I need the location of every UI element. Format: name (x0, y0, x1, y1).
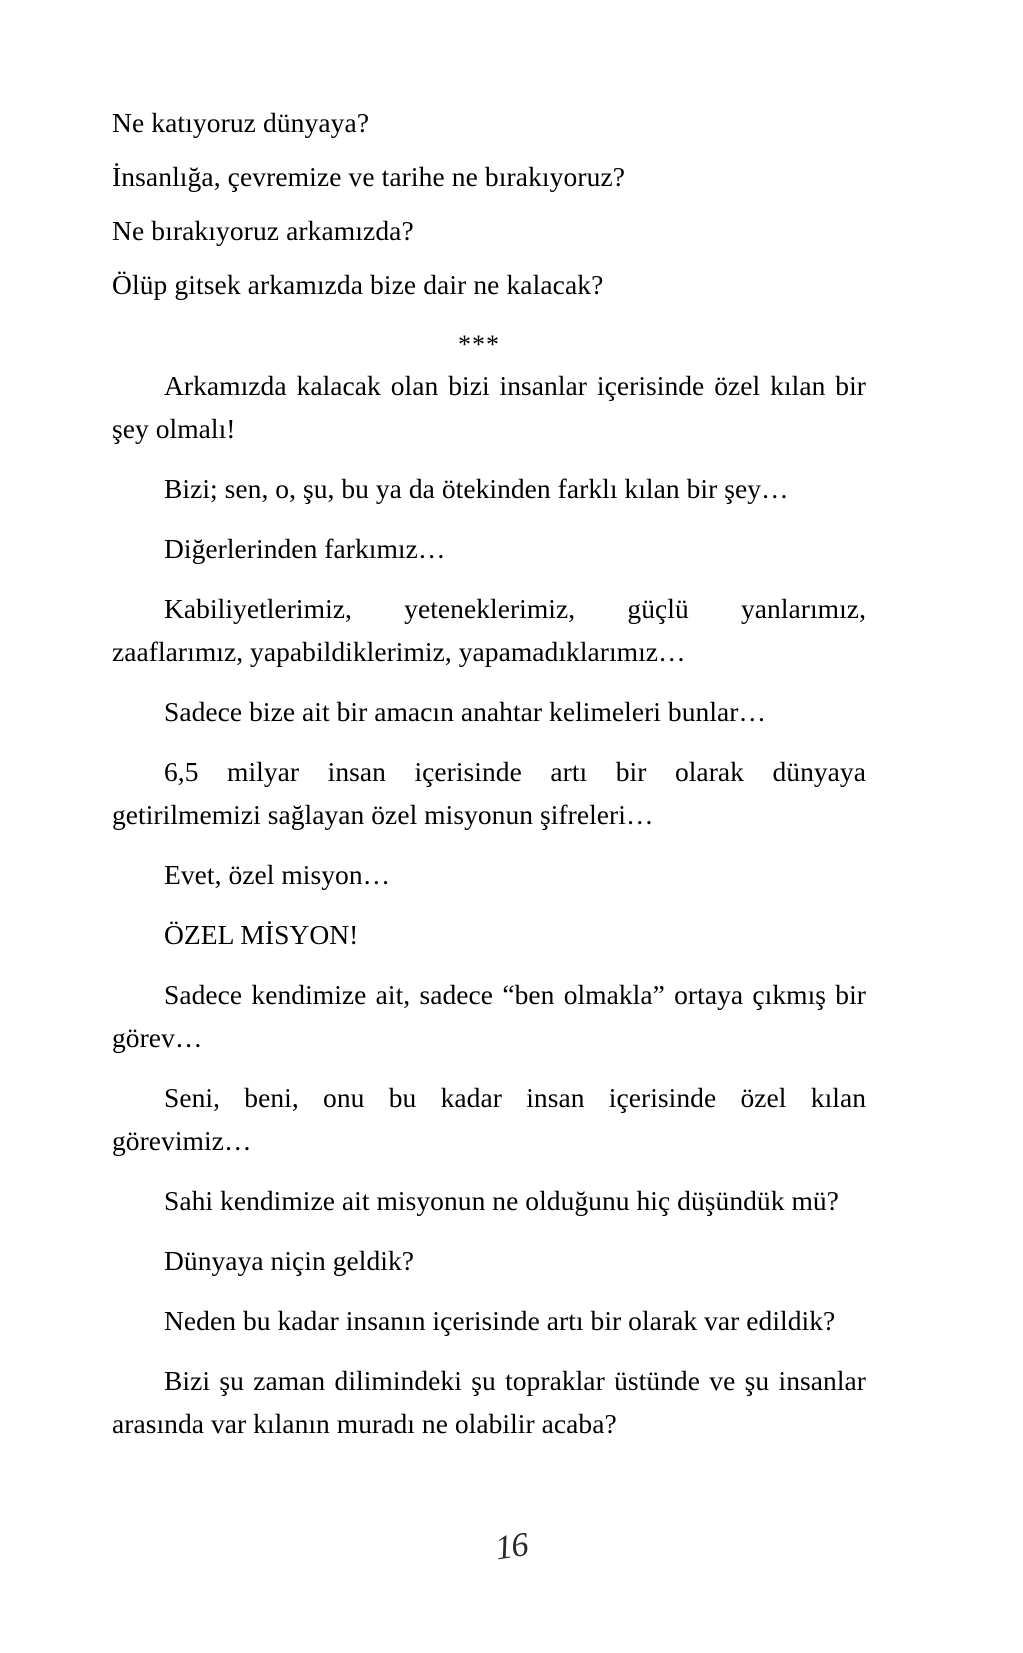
page-text-block (112, 96, 866, 1462)
opening-line-4: Ölüp gitsek arkamızda bize dair ne kalacak? (112, 269, 604, 300)
paragraph-6: 6,5 milyar insan içerisinde artı bir olarak dünyaya getirilmemizi sağlayan özel misyonun şifreleri… (112, 756, 866, 830)
opening-line-1: Ne katıyoruz dünyaya? (112, 107, 370, 138)
paragraph-5: Sadece bize ait bir amacın anahtar kelimeleri bunlar… (164, 696, 767, 727)
paragraph-8: ÖZEL MİSYON! (164, 919, 359, 950)
page-number: 16 (493, 1526, 530, 1568)
paragraph-7: Evet, özel misyon… (164, 859, 391, 890)
paragraph-2: Bizi; sen, o, şu, bu ya da ötekinden farklı kılan bir şey… (164, 473, 789, 504)
paragraph-14: Bizi şu zaman dilimindeki şu topraklar üstünde ve şu insanlar arasında var kılanın muradı ne olabilir acaba? (112, 1365, 866, 1439)
paragraph-4: Kabiliyetlerimiz, yeteneklerimiz, güçlü yanlarımız, zaaflarımız, yapabildiklerimiz, yapamadıklarımız… (112, 593, 866, 667)
opening-line-2: İnsanlığa, çevremize ve tarihe ne bırakıyoruz? (112, 161, 626, 192)
paragraph-10: Seni, beni, onu bu kadar insan içerisinde özel kılan görevimiz… (112, 1082, 866, 1156)
paragraph-9: Sadece kendimize ait, sadece “ben olmakla” ortaya çıkmış bir görev… (112, 979, 866, 1053)
paragraph-3: Diğerlerinden farkımız… (164, 533, 446, 564)
paragraph-1: Arkamızda kalacak olan bizi insanlar içerisinde özel kılan bir şey olmalı! (112, 370, 866, 444)
section-separator: *** (458, 330, 500, 359)
paragraph-12: Dünyaya niçin geldik? (164, 1245, 414, 1276)
paragraph-13: Neden bu kadar insanın içerisinde artı bir olarak var edildik? (164, 1305, 836, 1336)
opening-line-3: Ne bırakıyoruz arkamızda? (112, 215, 414, 246)
paragraph-11: Sahi kendimize ait misyonun ne olduğunu hiç düşündük mü? (164, 1185, 839, 1216)
